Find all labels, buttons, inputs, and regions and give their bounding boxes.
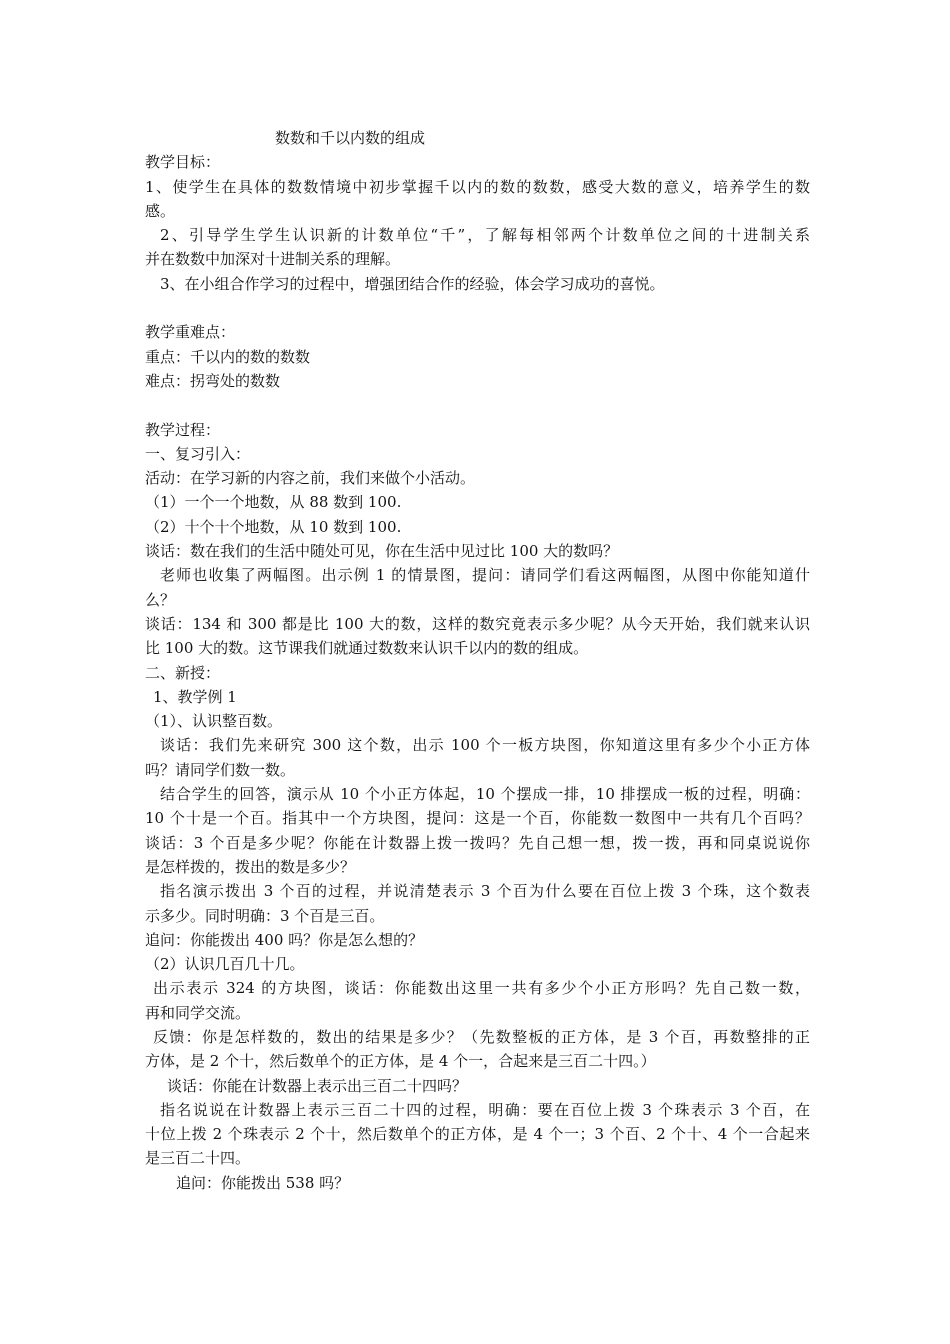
sub1-demo-line-1: 指名演示拨出 3 个百的过程，并说清楚表示 3 个百为什么要在百位上拨 3 个珠，这个数表 xyxy=(160,882,810,901)
sub1-combine-line-1: 结合学生的回答，演示从 10 个小正方体起，10 个摆成一排，10 排摆成一板的过程，明确： xyxy=(160,785,810,804)
objectives-heading: 教学目标： xyxy=(145,153,221,172)
part1-activity: 活动：在学习新的内容之前，我们来做个小活动。 xyxy=(145,469,476,488)
document-body xyxy=(145,126,810,1195)
sub2-show-line-1: 出示表示 324 的方块图，谈话：你能数出这里一共有多少个小正方形吗？先自己数一数， xyxy=(153,979,810,998)
part1-teacher-line-2: 么？ xyxy=(145,590,176,609)
sub1-talk-line-1: 谈话：我们先来研究 300 这个数，出示 100 个一板方块图，你知道这里有多少个小正方体 xyxy=(160,736,810,755)
part2-heading: 二、新授： xyxy=(145,663,221,682)
process-heading: 教学过程： xyxy=(145,420,221,439)
part1-step-1: （1）一个一个地数，从 88 数到 100. xyxy=(145,493,402,512)
document-title: 数数和千以内数的组成 xyxy=(275,129,426,147)
sub2-ask: 追问：你能拨出 538 吗？ xyxy=(176,1173,350,1192)
objective-3: 3、在小组合作学习的过程中，增强团结合作的经验，体会学习成功的喜悦。 xyxy=(160,274,665,293)
sub2-name-line-3: 是三百二十四。 xyxy=(145,1149,251,1168)
spacer xyxy=(145,393,810,417)
sub2-heading: （2）认识几百几十几。 xyxy=(145,955,305,974)
key-point-difficulty: 难点：拐弯处的数数 xyxy=(145,371,281,390)
objective-2-line-1: 2、引导学生学生认识新的计数单位“千”，了解每相邻两个计数单位之间的十进制关系 xyxy=(160,226,810,245)
objective-2-line-2: 并在数数中加深对十进制关系的理解。 xyxy=(145,250,401,269)
sub1-talk2-line-2: 是怎样拨的，拨出的数是多少？ xyxy=(145,857,356,876)
sub1-demo-line-2: 示多少。同时明确：3 个百是三百。 xyxy=(145,906,385,925)
sub2-name-line-2: 十位上拨 2 个珠表示 2 个十，然后数单个的正方体，是 4 个一；3 个百、2 个十、4 个一合起来 xyxy=(145,1125,810,1144)
sub1-ask: 追问：你能拨出 400 吗？你是怎么想的？ xyxy=(145,930,424,949)
sub1-talk2-line-1: 谈话：3 个百是多少呢？你能在计数器上拨一拨吗？先自己想一想，拨一拨，再和同桌说说你 xyxy=(145,833,810,852)
sub2-show-line-2: 再和同学交流。 xyxy=(145,1003,251,1022)
spacer xyxy=(145,296,810,320)
key-point-focus: 重点：千以内的数的数数 xyxy=(145,347,311,366)
part1-talk-2-line-2: 比 100 大的数。这节课我们就通过数数来认识千以内的数的组成。 xyxy=(145,639,589,658)
sub2-feedback-line-1: 反馈：你是怎样数的，数出的结果是多少？（先数整板的正方体，是 3 个百，再数整排的正 xyxy=(153,1027,810,1046)
sub2-feedback-line-2: 方体，是 2 个十，然后数单个的正方体，是 4 个一，合起来是三百二十四。） xyxy=(145,1052,656,1071)
objective-1-line-2: 感。 xyxy=(145,201,176,220)
sub2-talk: 谈话：你能在计数器上表示出三百二十四吗？ xyxy=(167,1076,468,1095)
sub2-name-line-1: 指名说说在计数器上表示三百二十四的过程，明确：要在百位上拨 3 个珠表示 3 个百，在 xyxy=(160,1100,810,1119)
part1-talk-2-line-1: 谈话：134 和 300 都是比 100 大的数，这样的数究竟表示多少呢？从今天开始，我们就来认识 xyxy=(145,614,810,633)
part1-heading: 一、复习引入： xyxy=(145,444,251,463)
sub1-combine-line-2: 10 个十是一个百。指其中一个方块图，提问：这是一个百，你能数一数图中一共有几个百吗？ xyxy=(145,809,810,828)
sub1-talk-line-2: 吗？请同学们数一数。 xyxy=(145,760,296,779)
part1-teacher-line-1: 老师也收集了两幅图。出示例 1 的情景图，提问：请同学们看这两幅图，从图中你能知道什 xyxy=(160,566,810,585)
sub1-heading: （1）、认识整百数。 xyxy=(145,712,283,731)
key-points-heading: 教学重难点： xyxy=(145,323,236,342)
part1-step-2: （2）十个十个地数，从 10 数到 100. xyxy=(145,517,402,536)
part2-example: 1、教学例 1 xyxy=(153,687,237,706)
part1-talk-1: 谈话：数在我们的生活中随处可见，你在生活中见过比 100 大的数吗？ xyxy=(145,542,619,561)
objective-1-line-1: 1、使学生在具体的数数情境中初步掌握千以内的数的数数，感受大数的意义，培养学生的数 xyxy=(145,177,810,196)
